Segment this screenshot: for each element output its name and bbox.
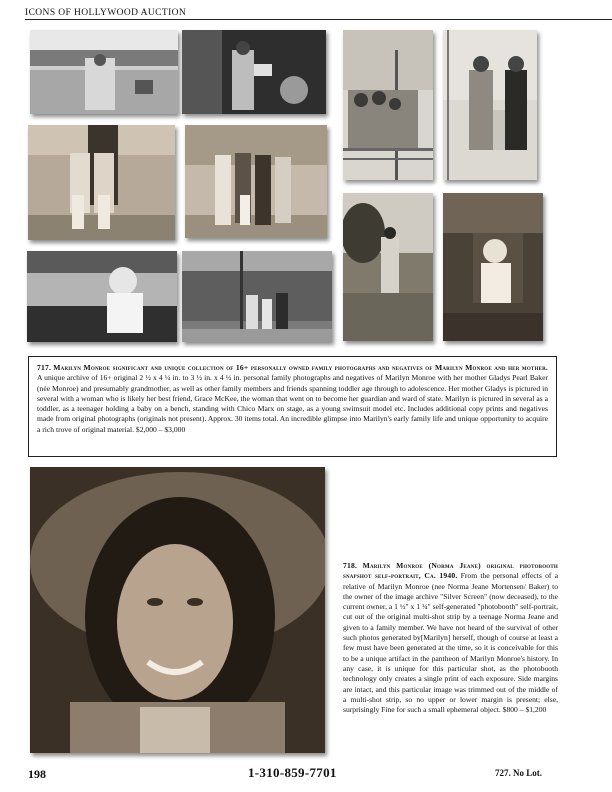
photobooth-portrait xyxy=(30,467,325,753)
lot-718-estimate: $800 – $1,200 xyxy=(502,705,547,715)
header-title: ICONS OF HOLLYWOOD AUCTION xyxy=(25,8,187,18)
lot-717-number: 717. xyxy=(37,363,52,372)
lot-717-description xyxy=(28,356,557,457)
page-number: 198 xyxy=(28,767,46,781)
family-photo-baby-blanket xyxy=(27,251,177,342)
lot-718-description xyxy=(343,561,558,715)
family-photo-toddler-chair xyxy=(443,193,543,341)
phone-number: 1-310-859-7701 xyxy=(248,765,337,780)
family-photo-fence-group xyxy=(182,251,332,342)
lot-717-estimate: $2,000 – $3,000 xyxy=(135,424,186,434)
lot-717-body: A unique archive of 16+ original 2 ½ x 4 ¼ in. to 3 ½ in. x 4 ½ in. personal family photographs and negatives of Marilyn Monroe with her mother Gladys Pearl Baker (née Monroe) and presumably grandmother, as well as other family members and friends spanning toddler age through to adolescence. Her mother Gladys is pictured in several with a woman who is likely her best friend, Grace McKee, the woman that went on to become her guardian and ward of state. Marilyn is pictured in several as a toddler, as a teenager holding a baby on a bench, standing with Chico Marx on stage, as a young swimsuit model etc. Includes additional copy prints and negatives made from original photographs (originals not present). Approx. 30 items total. An incredible glimpse into Marilyn's early family life and unique opportunity to acquire a rich trove of original material. xyxy=(37,373,548,434)
lot-718-heading: Marilyn Monroe (Norma Jeane) original photobooth snapshot self-portrait, Ca. 1940. xyxy=(343,561,558,581)
lot-718-number: 718. xyxy=(343,561,358,570)
family-photo-patio xyxy=(30,30,178,114)
lot-718-body: From the personal effects of a relative of Marilyn Monroe (nee Norma Jeane Mortensen/ Baker) to the owner of the image archive "Silver Screen" (now deceased), to the current owner, a 1 ½" x 1 ¾" self-generated "photobooth" self-portrait, cut out of the original multi-shot strip by a teenage Norma Jeane and given to a family member. We have not heard of the survival of other such photos generated by[Marilyn] herself, though of course at least a few must have been generated at the time, so it is conceivable for this to be a unique artifact in the pantheon of Marilyn Monroe's history. In any case, it is unique for this particular shot, as the photobooth technology only creates a single print of each exposure. Side margins are intact, and this particular image was trimmed out of the middle of a multi-shot strip, so no upper or lower margin is present; else, surprisingly Fine for such a small ephemeral object. xyxy=(343,571,558,715)
family-photo-car xyxy=(182,30,326,114)
header-rule xyxy=(25,19,612,20)
family-photo-two-women xyxy=(443,30,537,180)
lot-717-heading: Marilyn Monroe significant and unique collection of 16+ personally owned family photographs and negatives of Marilyn Monroe and her mother. xyxy=(53,363,548,372)
family-photo-house-front xyxy=(28,125,175,240)
family-photo-woman-yard xyxy=(343,193,433,341)
family-photo-ship-deck xyxy=(343,30,433,180)
family-photo-group-yard xyxy=(185,125,327,238)
no-lot-note: 727. No Lot. xyxy=(495,768,542,778)
